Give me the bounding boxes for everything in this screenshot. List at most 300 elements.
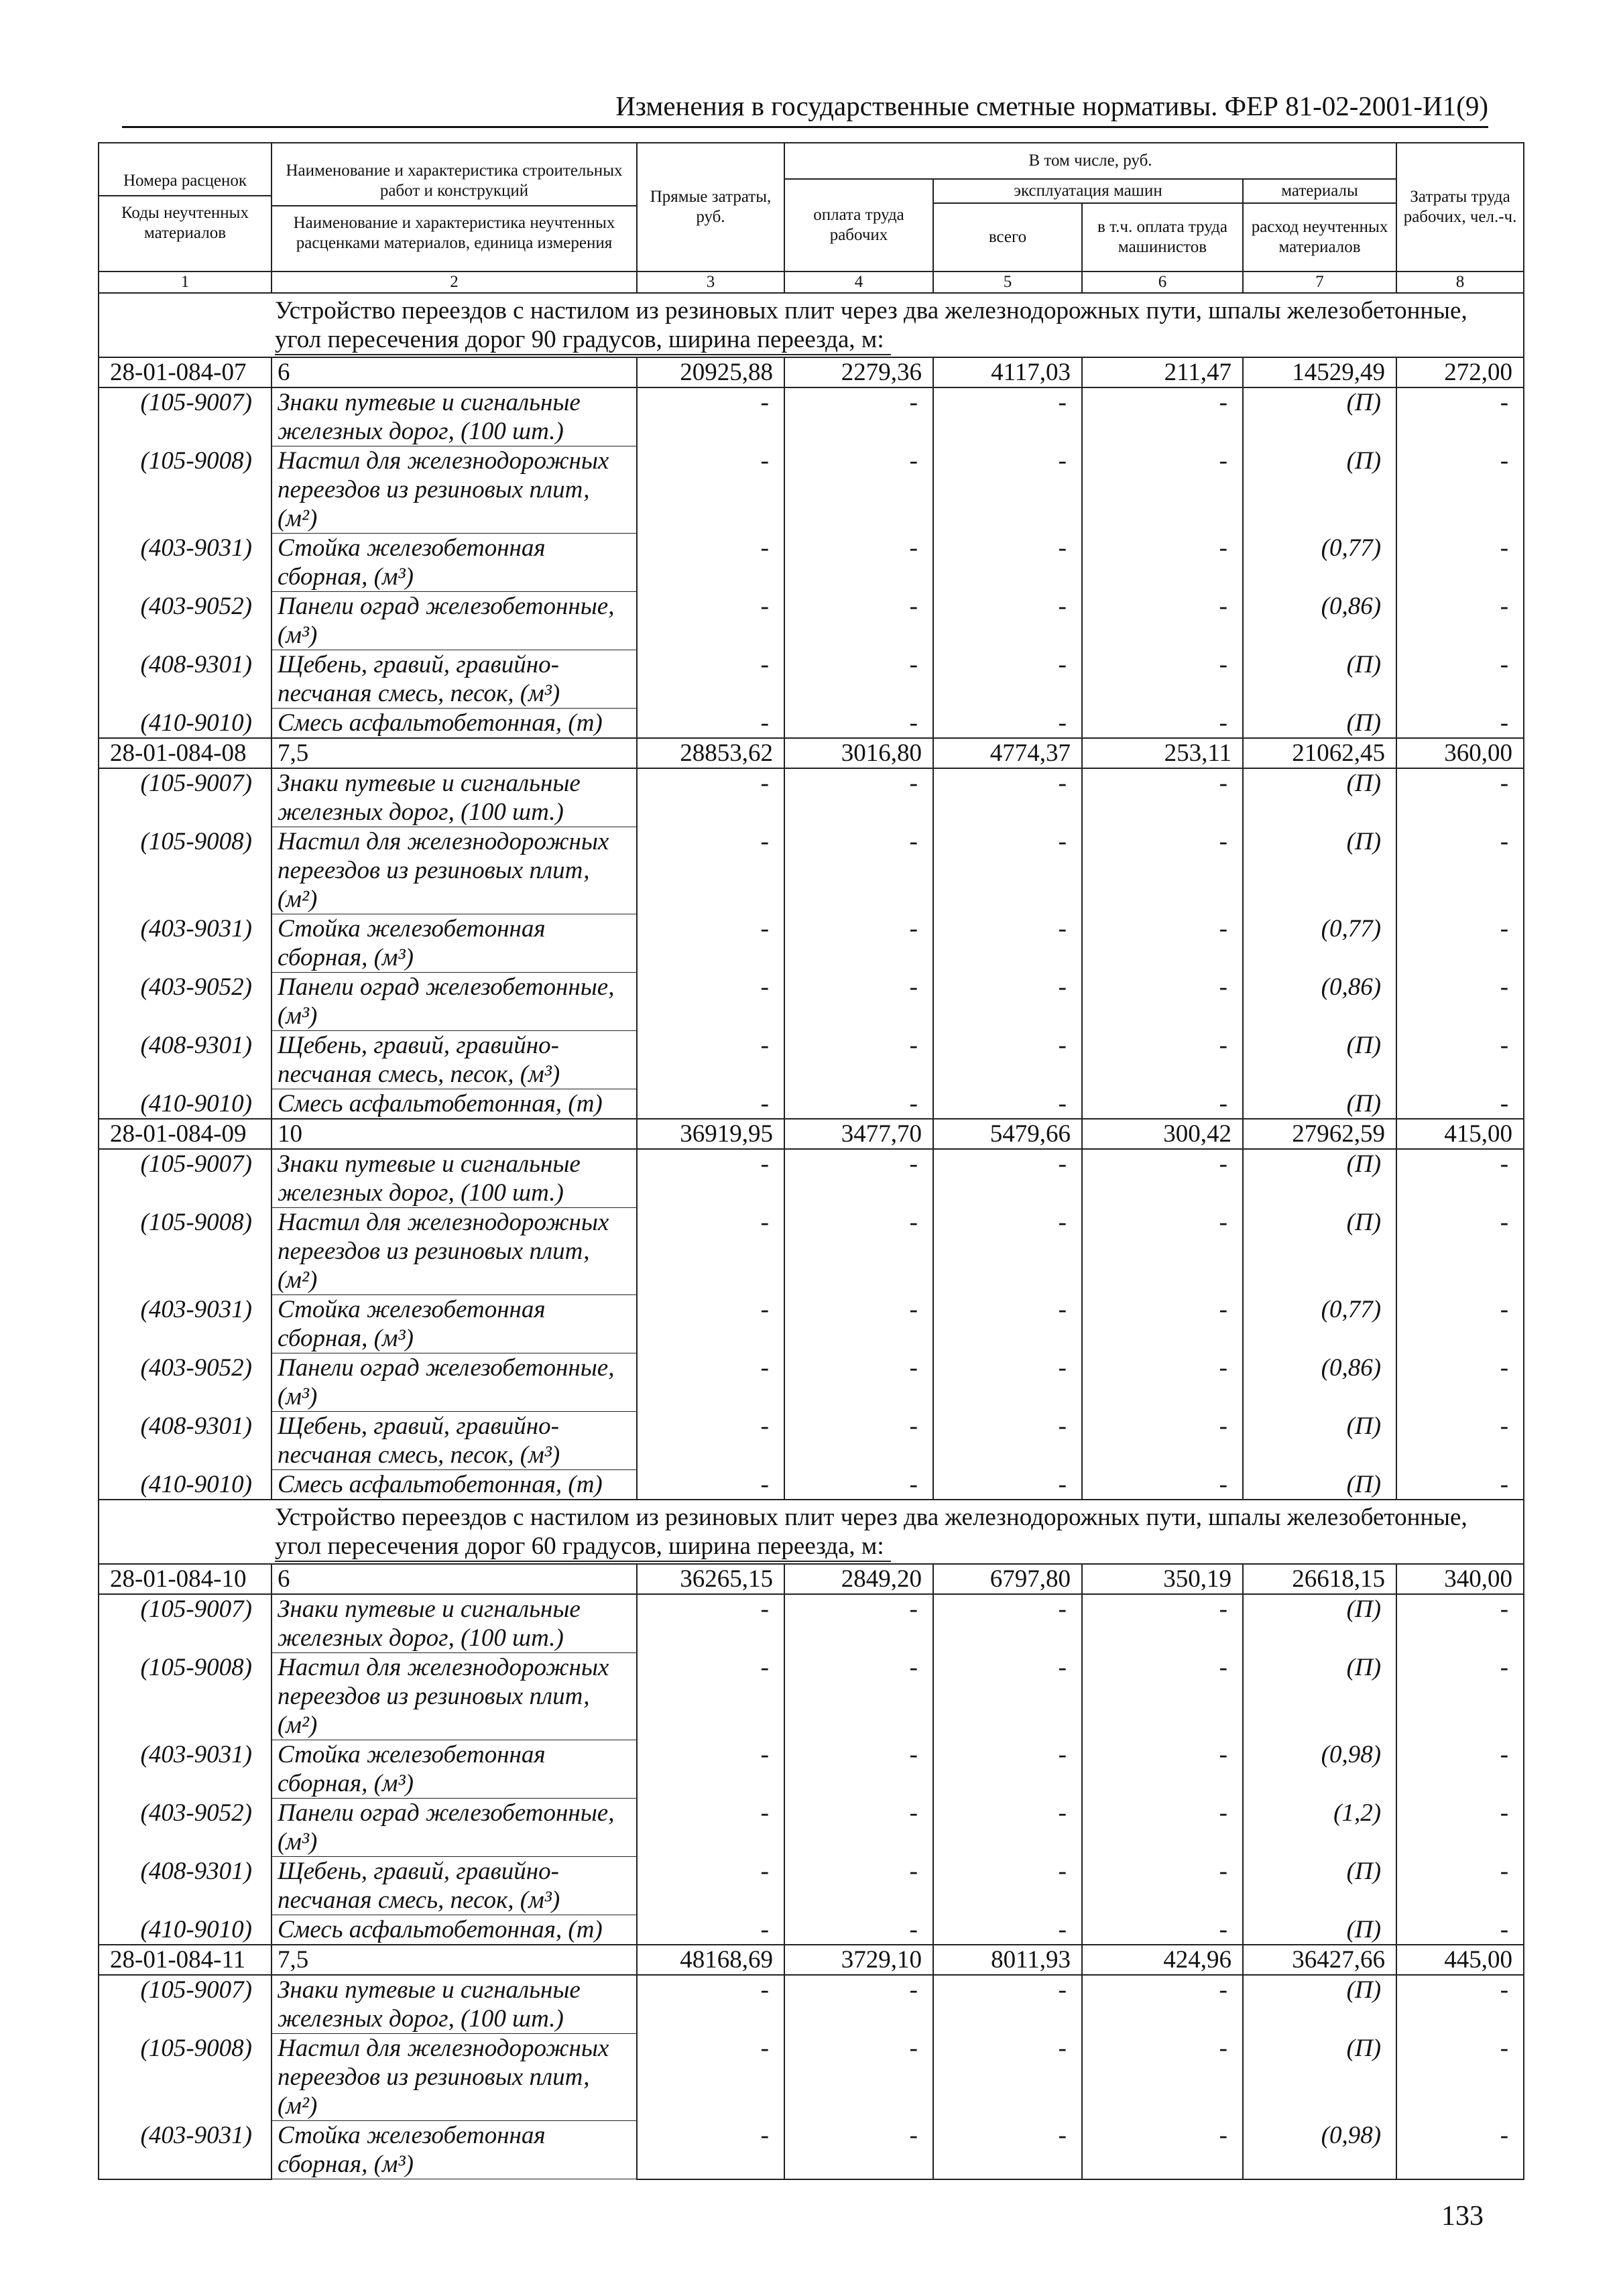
- value-c3: 48168,69: [637, 1945, 784, 1975]
- material-code: (408-9301): [99, 1412, 272, 1470]
- material-code: (403-9031): [99, 914, 272, 973]
- value-c4: 2279,36: [784, 357, 933, 387]
- value-c8: -: [1396, 1653, 1524, 1740]
- value-c4: -: [784, 768, 933, 827]
- value-c5: -: [933, 1149, 1082, 1208]
- value-c6: 253,11: [1082, 738, 1243, 768]
- value-c5: 8011,93: [933, 1945, 1082, 1975]
- value-c7: (0,86): [1243, 973, 1396, 1031]
- material-code: (403-9031): [99, 534, 272, 592]
- material-row: [99, 387, 1524, 446]
- material-code: (403-9052): [99, 592, 272, 650]
- material-name: Панели оград железобетонные, (м³): [272, 1353, 637, 1412]
- value-c8: -: [1396, 2034, 1524, 2121]
- material-code: (403-9031): [99, 1295, 272, 1353]
- rate-row: [99, 1564, 1524, 1594]
- value-c6: -: [1082, 1915, 1243, 1945]
- material-name: Щебень, гравий, гравийно-песчаная смесь, песок, (м³): [272, 650, 637, 709]
- value-c8: -: [1396, 1857, 1524, 1915]
- value-c6: -: [1082, 1089, 1243, 1120]
- material-row: [99, 446, 1524, 534]
- value-c3: -: [637, 650, 784, 709]
- value-c5: 5479,66: [933, 1119, 1082, 1149]
- section-title-line1: Устройство переездов с настилом из резиновых плит через два железнодорожных пути, шпалы железобетонные,: [275, 1504, 1467, 1531]
- value-c8: -: [1396, 446, 1524, 534]
- rate-name: 6: [272, 1564, 637, 1594]
- value-c8: -: [1396, 592, 1524, 650]
- value-c7: (1,2): [1243, 1799, 1396, 1857]
- material-name: Знаки путевые и сигнальные железных дорог, (100 шт.): [272, 1975, 637, 2034]
- value-c4: -: [784, 1799, 933, 1857]
- value-c6: 424,96: [1082, 1945, 1243, 1975]
- value-c5: 4774,37: [933, 738, 1082, 768]
- material-row: [99, 1295, 1524, 1353]
- material-row: [99, 1412, 1524, 1470]
- material-code: (105-9008): [99, 1653, 272, 1740]
- material-name: Смесь асфальтобетонная, (т): [272, 1915, 637, 1945]
- value-c5: -: [933, 1799, 1082, 1857]
- value-c7: 26618,15: [1243, 1564, 1396, 1594]
- value-c4: -: [784, 446, 933, 534]
- section-title-line1: Устройство переездов с настилом из резиновых плит через два железнодорожных пути, шпалы железобетонные,: [275, 297, 1467, 324]
- value-c6: -: [1082, 1208, 1243, 1295]
- value-c4: 3016,80: [784, 738, 933, 768]
- value-c5: -: [933, 2034, 1082, 2121]
- material-name: Щебень, гравий, гравийно-песчаная смесь, песок, (м³): [272, 1412, 637, 1470]
- column-number: 8: [1396, 271, 1524, 293]
- value-c4: -: [784, 2034, 933, 2121]
- rate-row: [99, 738, 1524, 768]
- value-c5: -: [933, 387, 1082, 446]
- material-name: Стойка железобетонная сборная, (м³): [272, 2121, 637, 2179]
- header-group: В том числе, руб.: [784, 143, 1396, 179]
- material-row: [99, 592, 1524, 650]
- value-c8: 340,00: [1396, 1564, 1524, 1594]
- value-c6: -: [1082, 1740, 1243, 1799]
- value-c3: -: [637, 1149, 784, 1208]
- header-machines: эксплуатация машин: [933, 179, 1243, 203]
- value-c4: -: [784, 534, 933, 592]
- material-code: (105-9007): [99, 768, 272, 827]
- value-c6: -: [1082, 2121, 1243, 2179]
- value-c6: -: [1082, 1975, 1243, 2034]
- rate-code: 28-01-084-08: [99, 738, 272, 768]
- value-c7: (П): [1243, 1031, 1396, 1089]
- column-number: 4: [784, 271, 933, 293]
- rate-code: 28-01-084-09: [99, 1119, 272, 1149]
- value-c3: -: [637, 1857, 784, 1915]
- value-c6: -: [1082, 1353, 1243, 1412]
- value-c7: (0,86): [1243, 592, 1396, 650]
- value-c7: (П): [1243, 1470, 1396, 1500]
- material-row: [99, 1915, 1524, 1945]
- value-c5: -: [933, 534, 1082, 592]
- value-c7: (П): [1243, 650, 1396, 709]
- material-code: (105-9007): [99, 1975, 272, 2034]
- material-name: Смесь асфальтобетонная, (т): [272, 1470, 637, 1500]
- value-c3: -: [637, 914, 784, 973]
- material-code: (105-9007): [99, 1149, 272, 1208]
- value-c6: -: [1082, 2034, 1243, 2121]
- value-c4: -: [784, 2121, 933, 2179]
- value-c8: -: [1396, 1915, 1524, 1945]
- value-c8: 445,00: [1396, 1945, 1524, 1975]
- value-c4: -: [784, 827, 933, 914]
- header-col2-top: Наименование и характеристика строительных работ и конструкций: [286, 162, 623, 200]
- value-c6: -: [1082, 1594, 1243, 1653]
- header-col1-bottom: Коды неучтенных материалов: [99, 195, 271, 243]
- value-c7: (П): [1243, 2034, 1396, 2121]
- rate-name: 10: [272, 1119, 637, 1149]
- value-c4: -: [784, 1740, 933, 1799]
- material-name: Настил для железнодорожных переездов из резиновых плит, (м²): [272, 2034, 637, 2121]
- material-name: Щебень, гравий, гравийно-песчаная смесь, песок, (м³): [272, 1857, 637, 1915]
- value-c7: (П): [1243, 1412, 1396, 1470]
- value-c4: -: [784, 973, 933, 1031]
- value-c4: -: [784, 709, 933, 739]
- value-c5: -: [933, 1470, 1082, 1500]
- material-name: Панели оград железобетонные, (м³): [272, 592, 637, 650]
- value-c8: 360,00: [1396, 738, 1524, 768]
- value-c5: -: [933, 827, 1082, 914]
- value-c3: -: [637, 446, 784, 534]
- value-c7: (П): [1243, 709, 1396, 739]
- material-code: (410-9010): [99, 1470, 272, 1500]
- value-c5: 6797,80: [933, 1564, 1082, 1594]
- value-c5: -: [933, 973, 1082, 1031]
- rate-row: [99, 1945, 1524, 1975]
- value-c8: -: [1396, 973, 1524, 1031]
- header-col1-top: Номера расценок: [123, 172, 247, 190]
- value-c5: -: [933, 1740, 1082, 1799]
- section-title-row: [99, 1500, 1524, 1564]
- value-c8: -: [1396, 768, 1524, 827]
- value-c5: -: [933, 709, 1082, 739]
- value-c4: -: [784, 1208, 933, 1295]
- value-c6: -: [1082, 1412, 1243, 1470]
- value-c7: (П): [1243, 827, 1396, 914]
- value-c3: -: [637, 2121, 784, 2179]
- material-code: (410-9010): [99, 1089, 272, 1120]
- value-c7: (П): [1243, 1915, 1396, 1945]
- material-name: Знаки путевые и сигнальные железных дорог, (100 шт.): [272, 768, 637, 827]
- value-c4: 3729,10: [784, 1945, 933, 1975]
- header-col4: оплата труда рабочих: [784, 179, 933, 271]
- value-c8: 272,00: [1396, 357, 1524, 387]
- material-row: [99, 1740, 1524, 1799]
- value-c6: -: [1082, 827, 1243, 914]
- material-row: [99, 2121, 1524, 2179]
- material-code: (403-9031): [99, 2121, 272, 2179]
- header-col6: в т.ч. оплата труда машинистов: [1082, 203, 1243, 271]
- value-c7: (0,98): [1243, 2121, 1396, 2179]
- value-c8: -: [1396, 914, 1524, 973]
- value-c4: -: [784, 1915, 933, 1945]
- material-name: Стойка железобетонная сборная, (м³): [272, 1740, 637, 1799]
- rate-name: 7,5: [272, 738, 637, 768]
- material-code: (410-9010): [99, 709, 272, 739]
- value-c5: -: [933, 2121, 1082, 2179]
- material-row: [99, 650, 1524, 709]
- value-c8: -: [1396, 709, 1524, 739]
- material-code: (408-9301): [99, 1031, 272, 1089]
- value-c4: 2849,20: [784, 1564, 933, 1594]
- section-title-line2: угол пересечения дорог 90 градусов, ширина переезда, м:: [275, 325, 891, 355]
- material-row: [99, 1149, 1524, 1208]
- value-c7: (П): [1243, 1653, 1396, 1740]
- value-c8: -: [1396, 1740, 1524, 1799]
- material-name: Стойка железобетонная сборная, (м³): [272, 534, 637, 592]
- column-number: 6: [1082, 271, 1243, 293]
- value-c6: -: [1082, 1857, 1243, 1915]
- value-c6: -: [1082, 1653, 1243, 1740]
- value-c6: -: [1082, 914, 1243, 973]
- value-c4: -: [784, 1857, 933, 1915]
- value-c8: -: [1396, 1353, 1524, 1412]
- value-c7: (0,98): [1243, 1740, 1396, 1799]
- value-c7: 27962,59: [1243, 1119, 1396, 1149]
- material-name: Смесь асфальтобетонная, (т): [272, 1089, 637, 1120]
- value-c3: -: [637, 1915, 784, 1945]
- value-c3: -: [637, 1031, 784, 1089]
- value-c5: -: [933, 1295, 1082, 1353]
- material-row: [99, 1975, 1524, 2034]
- table-body: [99, 293, 1524, 2179]
- value-c6: -: [1082, 709, 1243, 739]
- value-c8: -: [1396, 1470, 1524, 1500]
- material-row: [99, 827, 1524, 914]
- rate-row: [99, 357, 1524, 387]
- material-name: Настил для железнодорожных переездов из резиновых плит, (м²): [272, 827, 637, 914]
- material-code: (105-9008): [99, 1208, 272, 1295]
- section-title-row: [99, 293, 1524, 357]
- rate-row: [99, 1119, 1524, 1149]
- value-c8: -: [1396, 1412, 1524, 1470]
- material-row: [99, 709, 1524, 739]
- value-c6: -: [1082, 446, 1243, 534]
- material-row: [99, 1799, 1524, 1857]
- value-c7: (П): [1243, 1208, 1396, 1295]
- value-c6: 300,42: [1082, 1119, 1243, 1149]
- value-c4: -: [784, 592, 933, 650]
- material-name: Знаки путевые и сигнальные железных дорог, (100 шт.): [272, 387, 637, 446]
- value-c4: -: [784, 1412, 933, 1470]
- value-c8: -: [1396, 2121, 1524, 2179]
- material-name: Панели оград железобетонные, (м³): [272, 973, 637, 1031]
- value-c6: -: [1082, 768, 1243, 827]
- value-c6: -: [1082, 1031, 1243, 1089]
- column-number: 5: [933, 271, 1082, 293]
- value-c3: -: [637, 1295, 784, 1353]
- value-c6: -: [1082, 973, 1243, 1031]
- material-row: [99, 973, 1524, 1031]
- value-c7: (П): [1243, 1975, 1396, 2034]
- material-name: Знаки путевые и сигнальные железных дорог, (100 шт.): [272, 1594, 637, 1653]
- material-code: (403-9052): [99, 973, 272, 1031]
- value-c4: -: [784, 1470, 933, 1500]
- value-c8: -: [1396, 1208, 1524, 1295]
- document-title: Изменения в государственные сметные нормативы. ФЕР 81-02-2001-И1(9): [615, 90, 1488, 121]
- column-number: 2: [272, 271, 637, 293]
- value-c3: -: [637, 592, 784, 650]
- material-row: [99, 1353, 1524, 1412]
- column-numbers-row: [99, 271, 1524, 293]
- material-row: [99, 768, 1524, 827]
- value-c7: (П): [1243, 1089, 1396, 1120]
- value-c7: (П): [1243, 1594, 1396, 1653]
- value-c5: -: [933, 1208, 1082, 1295]
- rate-name: 7,5: [272, 1945, 637, 1975]
- material-code: (105-9008): [99, 827, 272, 914]
- rate-code: 28-01-084-07: [99, 357, 272, 387]
- material-name: Панели оград железобетонные, (м³): [272, 1799, 637, 1857]
- material-code: (408-9301): [99, 650, 272, 709]
- value-c5: -: [933, 446, 1082, 534]
- material-row: [99, 1594, 1524, 1653]
- value-c3: -: [637, 534, 784, 592]
- section-title-cell: [99, 1500, 1524, 1564]
- value-c4: -: [784, 914, 933, 973]
- material-code: (105-9007): [99, 1594, 272, 1653]
- table-header: [99, 143, 1524, 293]
- value-c6: 350,19: [1082, 1564, 1243, 1594]
- material-row: [99, 1470, 1524, 1500]
- material-row: [99, 1653, 1524, 1740]
- value-c4: 3477,70: [784, 1119, 933, 1149]
- value-c7: (0,77): [1243, 534, 1396, 592]
- value-c8: -: [1396, 827, 1524, 914]
- header-materials: материалы: [1243, 179, 1396, 203]
- value-c3: -: [637, 1412, 784, 1470]
- material-name: Настил для железнодорожных переездов из резиновых плит, (м²): [272, 1208, 637, 1295]
- value-c3: -: [637, 973, 784, 1031]
- value-c6: -: [1082, 534, 1243, 592]
- section-title-line2: угол пересечения дорог 60 градусов, ширина переезда, м:: [275, 1532, 891, 1562]
- value-c3: 20925,88: [637, 357, 784, 387]
- value-c3: -: [637, 1470, 784, 1500]
- value-c6: -: [1082, 1799, 1243, 1857]
- value-c5: -: [933, 650, 1082, 709]
- value-c3: -: [637, 1208, 784, 1295]
- value-c6: -: [1082, 1470, 1243, 1500]
- header-col7: расход неучтенных материалов: [1243, 203, 1396, 271]
- material-code: (105-9008): [99, 446, 272, 534]
- value-c8: 415,00: [1396, 1119, 1524, 1149]
- value-c3: -: [637, 1740, 784, 1799]
- value-c5: -: [933, 1089, 1082, 1120]
- value-c7: (П): [1243, 387, 1396, 446]
- value-c5: 4117,03: [933, 357, 1082, 387]
- material-name: Стойка железобетонная сборная, (м³): [272, 914, 637, 973]
- value-c4: -: [784, 387, 933, 446]
- value-c3: -: [637, 1594, 784, 1653]
- header-col8: Затраты труда рабочих, чел.-ч.: [1396, 143, 1524, 271]
- value-c5: -: [933, 592, 1082, 650]
- value-c8: -: [1396, 534, 1524, 592]
- value-c8: -: [1396, 1975, 1524, 2034]
- value-c3: -: [637, 1975, 784, 2034]
- rates-table: [98, 142, 1524, 2180]
- material-name: Настил для железнодорожных переездов из резиновых плит, (м²): [272, 446, 637, 534]
- page-number: 133: [1441, 2201, 1484, 2232]
- header-col2: [272, 143, 637, 271]
- material-name: Знаки путевые и сигнальные железных дорог, (100 шт.): [272, 1149, 637, 1208]
- value-c7: (П): [1243, 768, 1396, 827]
- material-row: [99, 1208, 1524, 1295]
- value-c3: -: [637, 1353, 784, 1412]
- material-code: (105-9007): [99, 387, 272, 446]
- value-c5: -: [933, 1653, 1082, 1740]
- value-c3: -: [637, 1799, 784, 1857]
- value-c6: -: [1082, 650, 1243, 709]
- value-c4: -: [784, 1975, 933, 2034]
- value-c3: -: [637, 709, 784, 739]
- value-c4: -: [784, 1295, 933, 1353]
- material-row: [99, 1857, 1524, 1915]
- rate-code: 28-01-084-11: [99, 1945, 272, 1975]
- value-c3: -: [637, 2034, 784, 2121]
- value-c8: -: [1396, 1149, 1524, 1208]
- material-row: [99, 1031, 1524, 1089]
- value-c3: -: [637, 387, 784, 446]
- value-c8: -: [1396, 1089, 1524, 1120]
- value-c5: -: [933, 1594, 1082, 1653]
- value-c6: -: [1082, 387, 1243, 446]
- value-c7: 36427,66: [1243, 1945, 1396, 1975]
- material-code: (403-9031): [99, 1740, 272, 1799]
- header-col3: Прямые затраты, руб.: [637, 143, 784, 271]
- material-code: (410-9010): [99, 1915, 272, 1945]
- value-c6: -: [1082, 592, 1243, 650]
- value-c7: 14529,49: [1243, 357, 1396, 387]
- material-row: [99, 2034, 1524, 2121]
- value-c8: -: [1396, 1295, 1524, 1353]
- material-name: Щебень, гравий, гравийно-песчаная смесь, песок, (м³): [272, 1031, 637, 1089]
- value-c4: -: [784, 1353, 933, 1412]
- column-number: 3: [637, 271, 784, 293]
- material-name: Смесь асфальтобетонная, (т): [272, 709, 637, 739]
- material-code: (403-9052): [99, 1353, 272, 1412]
- rate-code: 28-01-084-10: [99, 1564, 272, 1594]
- value-c8: -: [1396, 650, 1524, 709]
- value-c7: 21062,45: [1243, 738, 1396, 768]
- value-c4: -: [784, 1031, 933, 1089]
- value-c5: -: [933, 768, 1082, 827]
- material-row: [99, 1089, 1524, 1120]
- value-c5: -: [933, 1031, 1082, 1089]
- rate-name: 6: [272, 357, 637, 387]
- section-title-cell: [99, 293, 1524, 357]
- value-c3: 36919,95: [637, 1119, 784, 1149]
- value-c4: -: [784, 1653, 933, 1740]
- material-row: [99, 534, 1524, 592]
- material-row: [99, 914, 1524, 973]
- value-c8: -: [1396, 1799, 1524, 1857]
- column-number: 1: [99, 271, 272, 293]
- header-col1: [99, 143, 272, 271]
- value-c7: (П): [1243, 1149, 1396, 1208]
- value-c5: -: [933, 1353, 1082, 1412]
- value-c6: -: [1082, 1149, 1243, 1208]
- value-c8: -: [1396, 1031, 1524, 1089]
- value-c4: -: [784, 1089, 933, 1120]
- material-code: (408-9301): [99, 1857, 272, 1915]
- header-col2-bottom: Наименование и характеристика неучтенных расценками материалов, единица измерения: [272, 205, 636, 253]
- value-c7: (0,86): [1243, 1353, 1396, 1412]
- value-c7: (0,77): [1243, 914, 1396, 973]
- value-c8: -: [1396, 1594, 1524, 1653]
- material-code: (403-9052): [99, 1799, 272, 1857]
